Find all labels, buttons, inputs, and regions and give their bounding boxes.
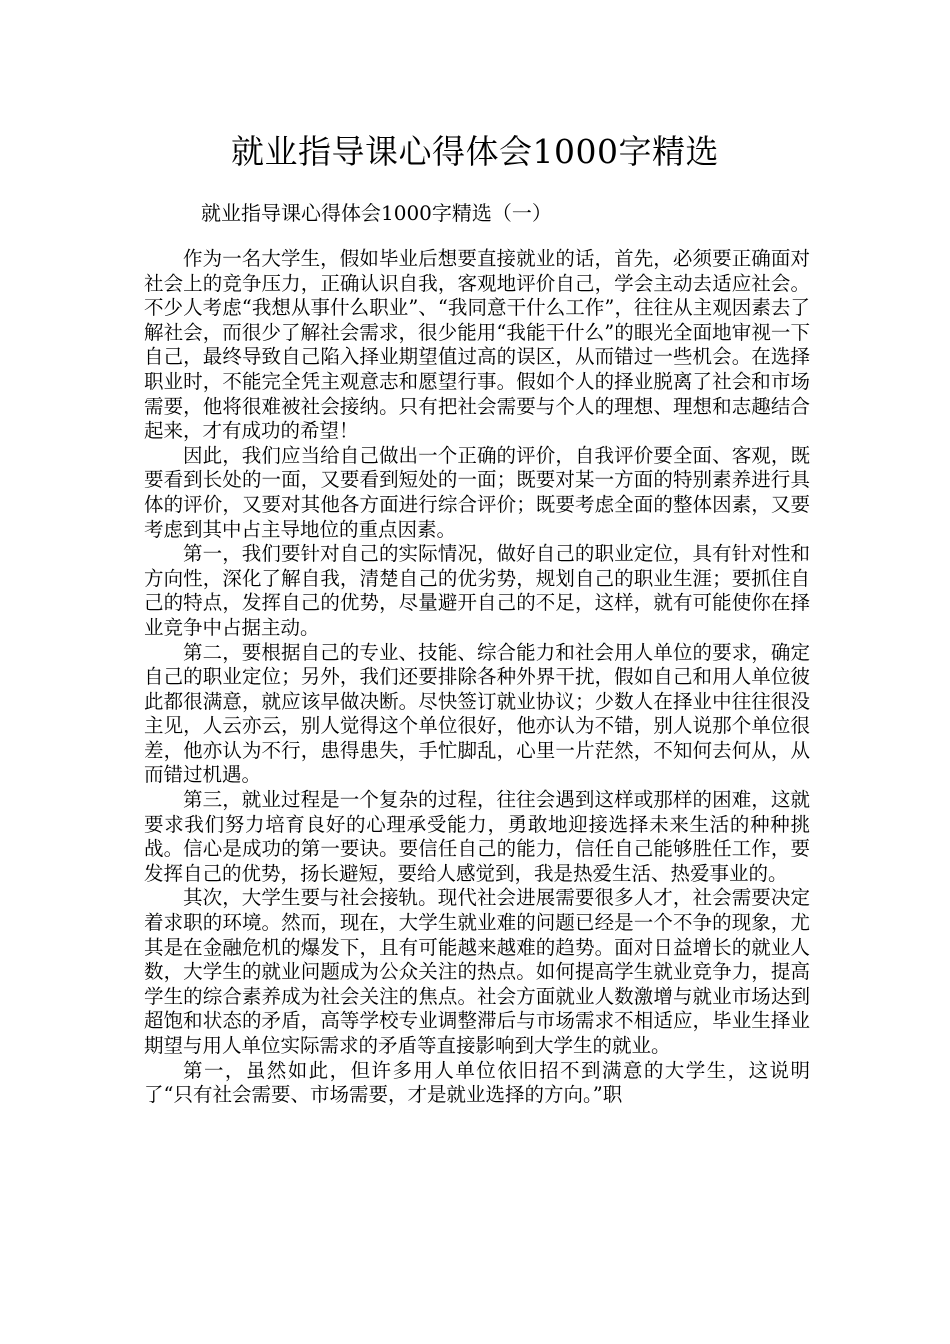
document-body bbox=[144, 247, 810, 1108]
paragraph: 第三，就业过程是一个复杂的过程，往往会遇到这样或那样的困难，这就要求我们努力培育良好的心理承受能力，勇敢地迎接选择未来生活的种种挑战。信心是成功的第一要诀。要信任自己的能力，信任自己能够胜任工作，要发挥自己的优势，扬长避短，要给人感觉到，我是热爱生活、热爱事业的。 bbox=[144, 788, 810, 885]
paragraph: 其次，大学生要与社会接轨。现代社会进展需要很多人才，社会需要决定着求职的环境。然而，现在，大学生就业难的问题已经是一个不争的现象，尤其是在金融危机的爆发下，且有可能越来越难的趋势。面对日益增长的就业人数，大学生的就业问题成为公众关注的热点。如何提高学生就业竞争力，提高学生的综合素养成为社会关注的焦点。社会方面就业人数激增与就业市场达到超饱和状态的矛盾，高等学校专业调整滞后与市场需求不相适应，毕业生择业期望与用人单位实际需求的矛盾等直接影响到大学生的就业。 bbox=[144, 886, 810, 1057]
section-heading: 就业指导课心得体会1000字精选（一） bbox=[201, 201, 552, 225]
paragraph: 第一，虽然如此，但许多用人单位依旧招不到满意的大学生，这说明了“只有社会需要、市场需要，才是就业选择的方向。”职 bbox=[144, 1058, 810, 1107]
paragraph: 作为一名大学生，假如毕业后想要直接就业的话，首先，必须要正确面对社会上的竞争压力，正确认识自我，客观地评价自己，学会主动去适应社会。不少人考虑“我想从事什么职业”、“我同意干什么工作”，往往从主观因素去了解社会，而很少了解社会需求，很少能用“我能干什么”的眼光全面地审视一下自己，最终导致自己陷入择业期望值过高的误区，从而错过一些机会。在选择职业时，不能完全凭主观意志和愿望行事。假如个人的择业脱离了社会和市场需要，他将很难被社会接纳。只有把社会需要与个人的理想、理想和志趣结合起来，才有成功的希望！ bbox=[144, 247, 810, 443]
paragraph: 第二，要根据自己的专业、技能、综合能力和社会用人单位的要求，确定自己的职业定位；另外，我们还要排除各种外界干扰，假如自己和用人单位彼此都很满意，就应该早做决断。尽快签订就业协议；少数人在择业中往往很没主见，人云亦云，别人觉得这个单位很好，他亦认为不错，别人说那个单位很差，他亦认为不行，患得患失，手忙脚乱，心里一片茫然，不知何去何从，从而错过机遇。 bbox=[144, 640, 810, 787]
paragraph: 因此，我们应当给自己做出一个正确的评价，自我评价要全面、客观，既要看到长处的一面，又要看到短处的一面；既要对某一方面的特别素养进行具体的评价，又要对其他各方面进行综合评价；既要考虑全面的整体因素，又要考虑到其中占主导地位的重点因素。 bbox=[144, 443, 810, 541]
document-title: 就业指导课心得体会1000字精选 bbox=[231, 132, 719, 171]
paragraph: 第一，我们要针对自己的实际情况，做好自己的职业定位，具有针对性和方向性，深化了解自我，清楚自己的优劣势，规划自己的职业生涯；要抓住自己的特点，发挥自己的优势，尽量避开自己的不足，这样，就有可能使你在择业竞争中占据主动。 bbox=[144, 542, 810, 639]
